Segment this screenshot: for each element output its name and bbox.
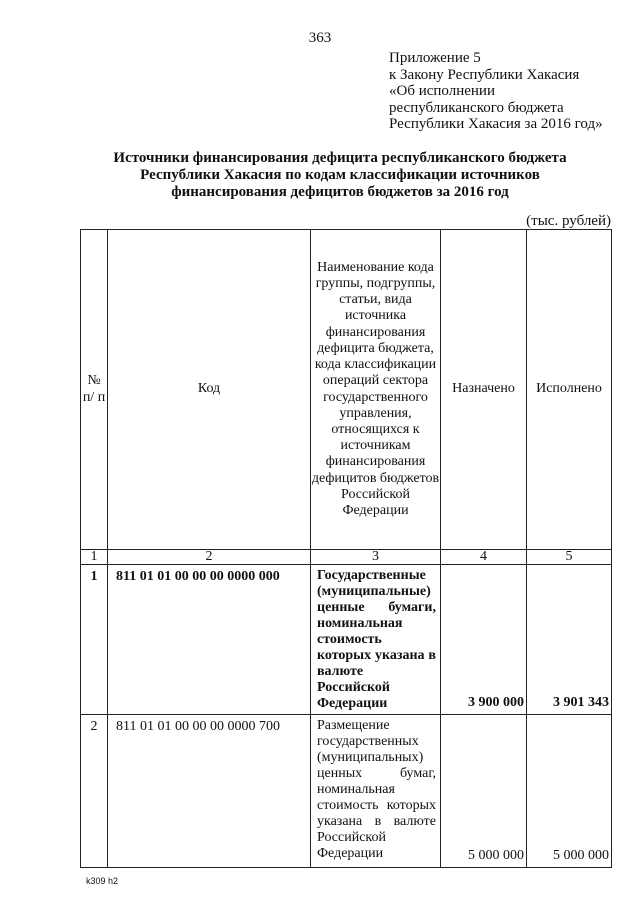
row-name: Размещение государственных (муниципальных) ценных бумаг, номинальная стоимость которых указана в валюте Российской Федерации (311, 715, 441, 868)
table-header-row (81, 230, 612, 550)
column-number: 2 (108, 550, 311, 565)
row-number: 2 (81, 715, 108, 868)
units-label: (тыс. рублей) (526, 213, 611, 229)
document-title (60, 150, 620, 201)
row-code: 811 01 01 00 00 00 0000 000 (108, 565, 311, 715)
header-name: Наименование кода группы, подгруппы, статьи, вида источника финансирования дефицита бюджета, кода классификации операций сектора государственного управления, относящихся к источникам финансирования дефицитов бюджетов Российской Федерации (311, 230, 441, 550)
appendix-line: Приложение 5 (389, 50, 481, 66)
column-number: 3 (311, 550, 441, 565)
row-executed: 3 901 343 (527, 565, 612, 715)
row-code: 811 01 01 00 00 00 0000 700 (108, 715, 311, 868)
appendix-line: к Закону Республики Хакасия (389, 66, 580, 83)
row-executed: 5 000 000 (527, 715, 612, 868)
financing-sources-table (80, 229, 612, 868)
column-number: 5 (527, 550, 612, 565)
page-number: 363 (308, 30, 332, 46)
appendix-line: Республики Хакасия за 2016 год» (389, 116, 603, 132)
header-num: № п/ п (81, 230, 108, 550)
row-number: 1 (81, 565, 108, 715)
footer-code: k309 h2 (86, 876, 119, 886)
title-line: Источники финансирования дефицита республиканского бюджета (113, 150, 567, 166)
row-planned: 3 900 000 (441, 565, 527, 715)
column-number-row (81, 550, 612, 565)
title-line: Республики Хакасия по кодам классификации источников (140, 167, 540, 183)
title-line: финансирования дефицитов бюджетов за 2016 год (171, 184, 509, 200)
table-row (81, 565, 612, 715)
column-number: 4 (441, 550, 527, 565)
row-planned: 5 000 000 (441, 715, 527, 868)
header-code: Код (108, 230, 311, 550)
appendix-line: «Об исполнении (389, 83, 495, 99)
table-row (81, 715, 612, 868)
appendix-note (389, 50, 603, 133)
header-planned: Назначено (441, 230, 527, 550)
row-name: Государственные (муниципальные) ценные бумаги, номинальная стоимость которых указана в валюте Российской Федерации (311, 565, 441, 715)
header-executed: Исполнено (527, 230, 612, 550)
column-number: 1 (81, 550, 108, 565)
appendix-line: республиканского бюджета (389, 99, 564, 116)
